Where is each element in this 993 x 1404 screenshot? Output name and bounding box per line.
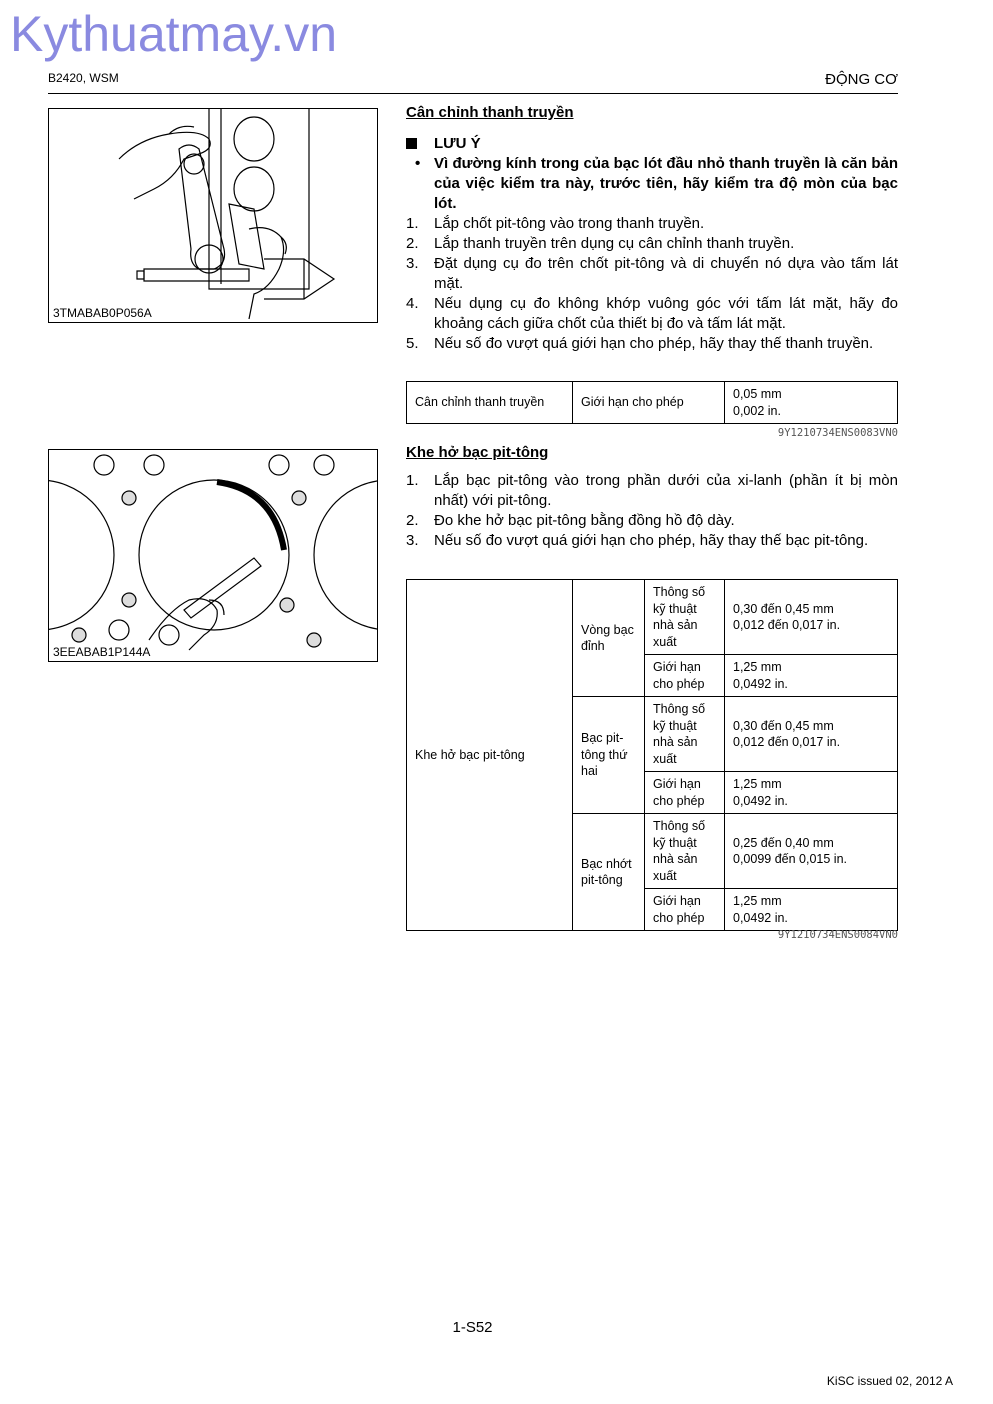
note-heading — [406, 135, 481, 152]
reference-code: 9Y1210734ENS0083VN0 — [777, 427, 898, 439]
table-row — [407, 580, 898, 655]
list-item: 1. Lắp chốt pit-tông vào trong thanh truyền. — [406, 215, 705, 232]
table-cell: Giới hạn cho phép — [645, 772, 725, 814]
rod-alignment-table — [406, 381, 898, 424]
watermark: Kythuatmay.vn — [10, 6, 338, 62]
table-cell: 0,05 mm 0,002 in. — [725, 382, 898, 424]
list-item: 2. Đo khe hở bạc pit-tông bằng đồng hồ độ dày. — [406, 512, 735, 529]
table-cell: Thông số kỹ thuật nhà sản xuất — [645, 580, 725, 655]
note-label: LƯU Ý — [434, 135, 481, 152]
ring-gap-table — [406, 579, 898, 931]
table-cell: 0,30 đến 0,45 mm 0,012 đến 0,017 in. — [725, 697, 898, 772]
page-number: 1-S52 — [452, 1319, 493, 1336]
rod-alignment-illustration — [49, 109, 377, 322]
list-item: 3. Đặt dụng cụ đo trên chốt pit-tông và di chuyển nó dựa vào tấm lát mặt. — [406, 255, 898, 292]
table-cell: 1,25 mm 0,0492 in. — [725, 772, 898, 814]
table-cell: Khe hở bạc pit-tông — [407, 580, 573, 931]
table-cell: Giới hạn cho phép — [573, 382, 725, 424]
note-bullet: • Vì đường kính trong của bạc lót đầu nhỏ thanh truyền là căn bản của việc kiểm tra này, trước tiên, hãy kiểm tra độ mòn của bạc lót. — [406, 154, 898, 214]
table-cell: Bạc nhớt pit-tông — [573, 814, 645, 931]
table-cell: Giới hạn cho phép — [645, 655, 725, 697]
list-item: 3. Nếu số đo vượt quá giới hạn cho phép, hãy thay thế bạc pit-tông. — [406, 532, 869, 549]
reference-code: 9Y1210734ENS0084VN0 — [777, 929, 898, 941]
list-item: 4. Nếu dụng cụ đo không khớp vuông góc với tấm lát mặt, hãy đo khoảng cách giữa chốt của thiết bị đo và tấm lát mặt. — [406, 295, 898, 332]
rod-alignment-steps — [406, 214, 898, 354]
section-title-ring-gap: Khe hở bạc pit-tông — [406, 444, 549, 461]
section-title-rod-alignment: Cân chỉnh thanh truyền — [406, 104, 574, 121]
ring-gap-steps — [406, 471, 898, 551]
list-item: 5. Nếu số đo vượt quá giới hạn cho phép, hãy thay thế thanh truyền. — [406, 335, 874, 352]
header-model: B2420, WSM — [48, 71, 119, 85]
table-cell: Thông số kỹ thuật nhà sản xuất — [645, 697, 725, 772]
figure-rod-alignment — [48, 108, 378, 323]
list-item: 2. Lắp thanh truyền trên dụng cụ cân chỉnh thanh truyền. — [406, 235, 795, 252]
table-cell: 0,30 đến 0,45 mm 0,012 đến 0,017 in. — [725, 580, 898, 655]
figure-caption: 3EEABAB1P144A — [53, 645, 151, 659]
table-cell: Vòng bạc đỉnh — [573, 580, 645, 697]
table-row — [407, 382, 898, 424]
table-cell: Thông số kỹ thuật nhà sản xuất — [645, 814, 725, 889]
header-rule — [48, 93, 898, 94]
table-cell: Giới hạn cho phép — [645, 889, 725, 931]
figure-caption: 3TMABAB0P056A — [53, 306, 152, 320]
list-item: 1. Lắp bạc pit-tông vào trong phần dưới của xi-lanh (phần ít bị mòn nhất) với pit-tông. — [406, 472, 898, 509]
table-cell: 0,25 đến 0,40 mm 0,0099 đến 0,015 in. — [725, 814, 898, 889]
table-cell: 1,25 mm 0,0492 in. — [725, 889, 898, 931]
table-cell: Cân chỉnh thanh truyền — [407, 382, 573, 424]
note-square-icon — [406, 138, 417, 149]
ring-gap-illustration — [49, 450, 377, 661]
table-cell: 1,25 mm 0,0492 in. — [725, 655, 898, 697]
issue-info: KiSC issued 02, 2012 A — [826, 1374, 953, 1388]
header-section: ĐỘNG CƠ — [825, 71, 898, 88]
table-cell: Bạc pit-tông thứ hai — [573, 697, 645, 814]
figure-ring-gap — [48, 449, 378, 662]
